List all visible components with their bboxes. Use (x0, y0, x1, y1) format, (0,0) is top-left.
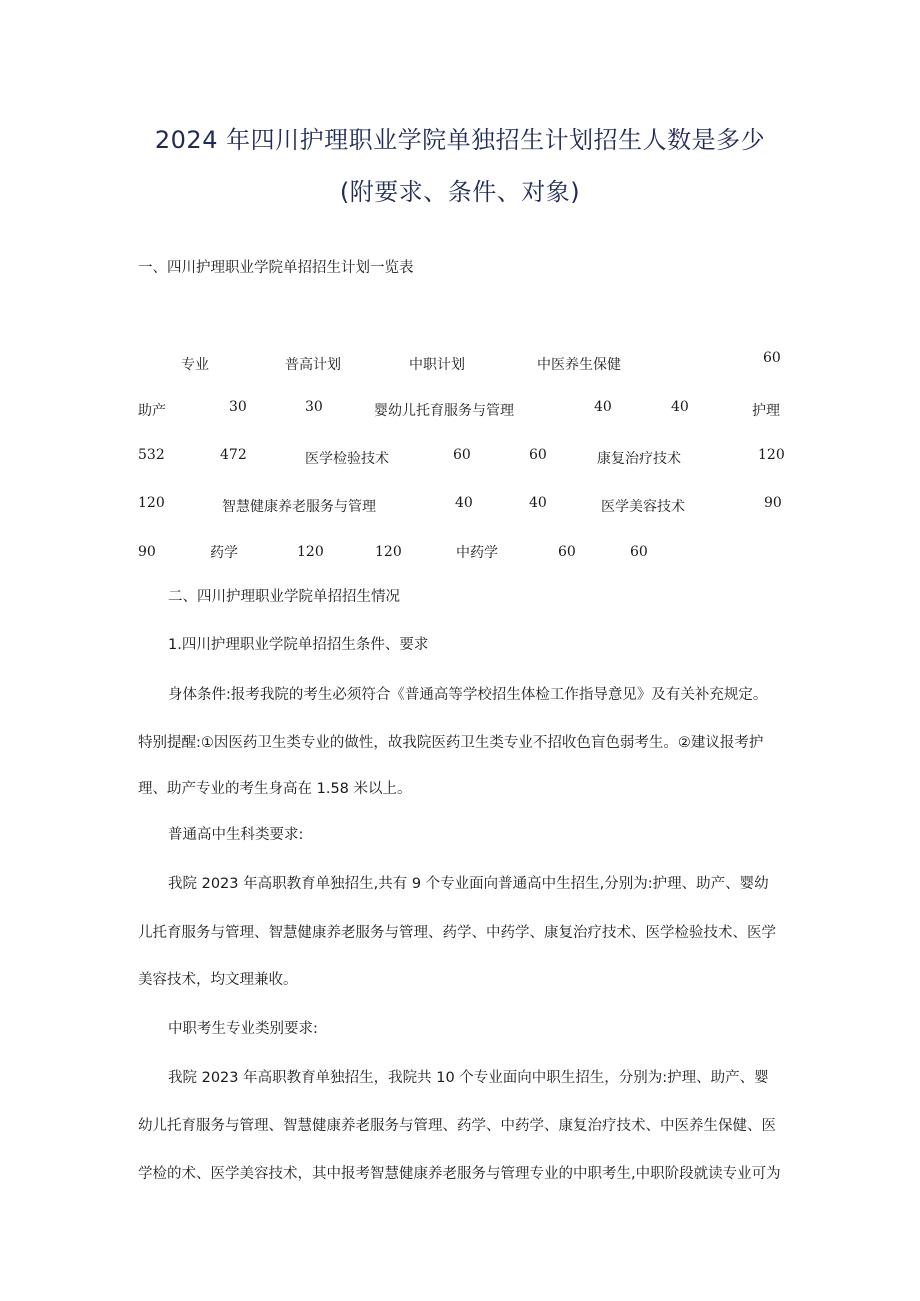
subsection-1-heading: 1.四川护理职业学院单招招生条件、要求 (168, 637, 429, 653)
paragraph-line: 儿托育服务与管理、智慧健康养老服务与管理、药学、中药学、康复治疗技术、医学检验技术、医学 (138, 925, 776, 941)
table-cell-vocational: 472 (220, 447, 247, 463)
paragraph-line: 我院 2023 年高职教育单独招生，我院共 10 个专业面向中职生招生，分别为:护理、助产、婴 (168, 1070, 769, 1086)
paragraph-line: 理、助产专业的考生身高在 1.58 米以上。 (138, 781, 412, 797)
table-cell-vocational: 120 (375, 544, 402, 560)
table-cell-general: 60 (453, 447, 471, 463)
table-cell-vocational: 60 (630, 544, 648, 560)
table-cell-vocational: 30 (305, 399, 323, 415)
table-cell-vocational: 60 (529, 447, 547, 463)
table-cell-major: 智慧健康养老服务与管理 (222, 499, 376, 515)
table-cell-general: 40 (594, 399, 612, 415)
table-header-vocational: 中职计划 (409, 357, 465, 373)
paragraph-line: 美容技术，均文理兼收。 (138, 972, 298, 988)
table-cell-major: 中药学 (456, 545, 498, 561)
section-1-heading: 一、四川护理职业学院单招招生计划一览表 (138, 260, 414, 276)
paragraph-line: 幼儿托育服务与管理、智慧健康养老服务与管理、药学、中药学、康复治疗技术、中医养生保健、医 (138, 1118, 776, 1134)
document-title-line-1: 2024 年四川护理职业学院单独招生计划招生人数是多少 (154, 126, 766, 154)
table-cell-major: 康复治疗技术 (597, 451, 681, 467)
vocational-student-heading: 中职考生专业类别要求: (168, 1021, 318, 1037)
table-header-general: 普高计划 (285, 357, 341, 373)
table-cell-general: 90 (764, 495, 782, 511)
table-cell-general: 120 (297, 544, 324, 560)
table-cell-major: 中医养生保健 (537, 357, 621, 373)
table-cell-major: 助产 (138, 403, 166, 419)
table-cell-general: 60 (558, 544, 576, 560)
section-2-heading: 二、四川护理职业学院单招招生情况 (168, 589, 400, 605)
table-cell-general: 30 (229, 399, 247, 415)
table-cell-major: 医学美容技术 (601, 499, 685, 515)
table-cell-major: 婴幼儿托育服务与管理 (374, 403, 514, 419)
table-cell-major: 药学 (210, 545, 238, 561)
table-cell-general: 532 (138, 447, 165, 463)
table-cell-major: 医学检验技术 (305, 451, 389, 467)
table-cell-vocational: 40 (671, 399, 689, 415)
paragraph-line: 学检的术、医学美容技术，其中报考智慧健康养老服务与管理专业的中职考生,中职阶段就读专业可为 (138, 1166, 781, 1182)
table-cell-general: 60 (763, 350, 781, 366)
general-student-heading: 普通高中生科类要求: (168, 827, 304, 843)
paragraph-line: 我院 2023 年高职教育单独招生,共有 9 个专业面向普通高中生招生,分别为:护理、助产、婴幼 (168, 876, 769, 892)
table-cell-major: 护理 (752, 403, 780, 419)
table-cell-vocational: 90 (138, 544, 156, 560)
table-cell-vocational: 40 (529, 495, 547, 511)
paragraph-line: 特别提醒:①因医药卫生类专业的做性，故我院医药卫生类专业不招收色盲色弱考生。②建议报考护 (138, 735, 764, 751)
table-cell-general: 120 (758, 447, 785, 463)
table-cell-general: 40 (455, 495, 473, 511)
paragraph-line: 身体条件:报考我院的考生必须符合《普通高等学校招生体检工作指导意见》及有关补充规定。 (168, 687, 768, 703)
table-header-major: 专业 (181, 357, 209, 373)
document-title-line-2: (附要求、条件、对象) (339, 178, 581, 206)
table-cell-vocational: 120 (138, 495, 165, 511)
